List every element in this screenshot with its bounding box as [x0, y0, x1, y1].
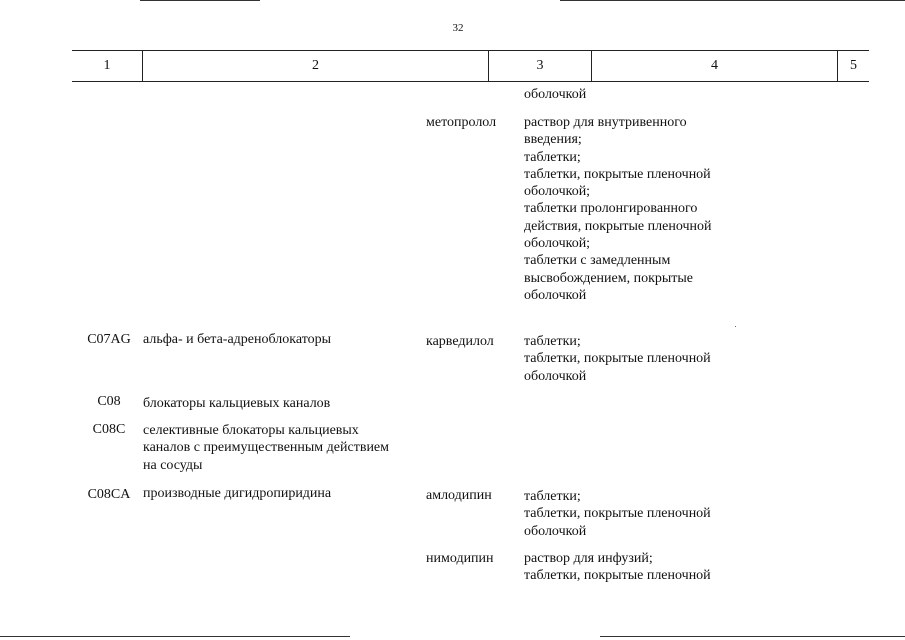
drug-name-cell: нимодипин	[426, 551, 494, 566]
header-col-1: 1	[103, 58, 111, 73]
header-col-4: 4	[711, 58, 718, 73]
header-col-5: 5	[850, 58, 857, 73]
atc-code-cell: C08	[97, 394, 121, 409]
group-name-cell: альфа- и бета-адреноблокаторы	[143, 332, 332, 347]
scan-speck	[735, 326, 736, 327]
dosage-form-cell: таблетки; таблетки, покрытые пленочной оболочкой	[524, 489, 711, 539]
group-name-cell: производные дигидропиридина	[143, 486, 332, 501]
atc-code-cell: C07AG	[87, 332, 131, 347]
page-number: 32	[452, 22, 464, 34]
drug-name-cell: карведилол	[426, 334, 494, 349]
drug-name-cell: метопролол	[426, 115, 497, 130]
group-name-cell: блокаторы кальциевых каналов	[143, 396, 331, 411]
drug-name-cell: амлодипин	[426, 488, 492, 503]
dosage-form-cell: таблетки; таблетки, покрытые пленочной оболочкой	[524, 334, 711, 384]
header-col-2: 2	[312, 58, 319, 73]
atc-code-cell: C08CA	[87, 487, 131, 502]
scan-edge-bottom-left	[0, 636, 350, 637]
group-name-cell: селективные блокаторы кальциевых каналов с преимущественным действием на сосуды	[143, 423, 390, 473]
scan-edge-top-left	[140, 0, 260, 1]
dosage-form-cell: раствор для инфузий; таблетки, покрытые пленочной	[524, 551, 711, 584]
dosage-form-cell: оболочкой	[524, 87, 587, 102]
scan-edge-bottom-right	[600, 636, 905, 637]
atc-code-cell: C08C	[92, 422, 126, 437]
header-col-3: 3	[536, 58, 544, 73]
scan-edge-top-right	[560, 0, 905, 1]
table-header-row	[72, 50, 869, 82]
dosage-form-cell: раствор для внутривенного введения; таблетки; таблетки, покрытые пленочной оболочкой; таблетки пролонгированного действия, покрытые пленочной оболочкой; таблетки с замедленным высвобождением, покрытые оболочкой	[524, 115, 712, 303]
